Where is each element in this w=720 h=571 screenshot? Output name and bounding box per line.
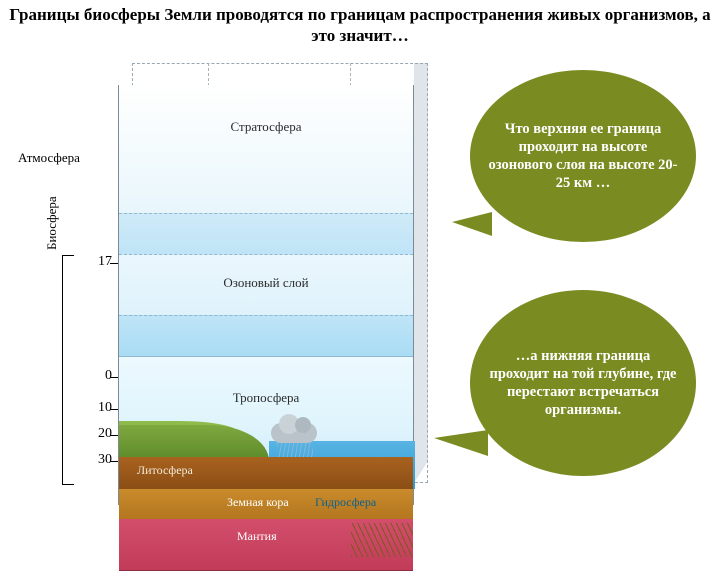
label-mantle: Мантия: [237, 529, 277, 543]
page-title: Границы биосферы Земли проводятся по границам распространения живых организмов, а это значит…: [9, 5, 711, 45]
biosphere-label: Биосфера: [44, 196, 59, 250]
layer-upper-boundary: [119, 213, 413, 255]
depth-scale-axis: [18, 55, 118, 510]
callout-top-tail: [452, 212, 492, 236]
tick-mark-17: [110, 263, 118, 264]
callout-lower-boundary: [470, 290, 696, 476]
label-stratosphere: Стратосфера: [230, 119, 302, 134]
label-troposphere: Тропосфера: [232, 390, 300, 405]
callout-bottom-tail: [434, 430, 488, 456]
label-ozone-layer: Озоновый слой: [223, 275, 309, 290]
label-hydrosphere: Гидросфера: [315, 495, 377, 509]
label-earth-crust: Земная кора: [227, 495, 289, 509]
biosphere-bracket: [62, 255, 74, 485]
callout-lower-text: …а нижняя граница проходит на той глубине, где перестают встречаться организмы.: [489, 348, 677, 418]
diagram-side-face: [414, 63, 428, 483]
mantle-hatch: [351, 523, 413, 557]
atmosphere-label: Атмосфера: [18, 150, 80, 165]
earth-layers-diagram: [118, 55, 448, 543]
layer-ozone-band: [119, 315, 413, 357]
tick-mark-30: [110, 461, 118, 462]
tick-mark-20: [110, 435, 118, 436]
tick-mark-10: [110, 409, 118, 410]
tick-label-10: 10: [98, 400, 112, 415]
tick-label-30: 30: [98, 452, 112, 467]
cloud-icon: [271, 423, 317, 443]
diagram-front-face: [118, 85, 414, 543]
tick-label-17: 17: [98, 254, 112, 269]
callout-upper-boundary: [470, 70, 696, 242]
tick-label-0: 0: [105, 368, 112, 383]
callout-upper-text: Что верхняя ее граница проходит на высоте озонового слоя на высоте 20-25 км …: [488, 121, 678, 191]
layer-stratosphere: [119, 85, 413, 213]
label-lithosphere: Литосфера: [137, 463, 193, 477]
tick-label-20: 20: [98, 426, 112, 441]
tick-mark-0: [110, 377, 118, 378]
